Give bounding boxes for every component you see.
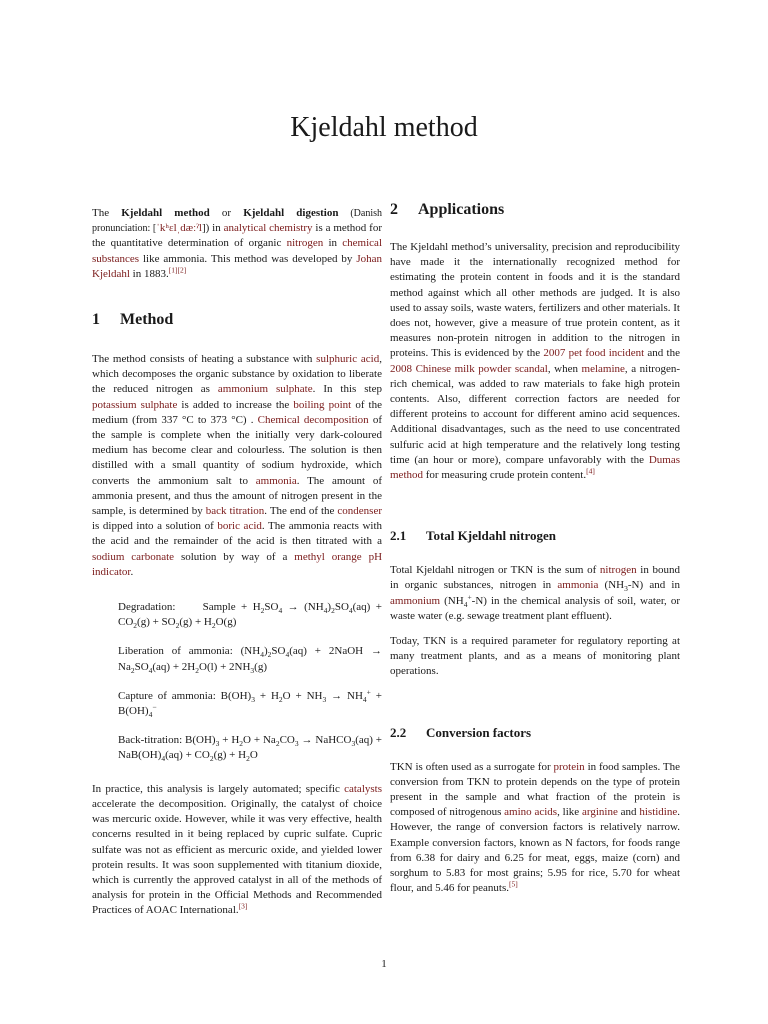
sulphuric-acid-link[interactable]: sulphuric acid <box>316 353 380 366</box>
potassium-sulphate-link[interactable]: potassium sulphate <box>92 398 178 411</box>
page-title: Kjeldahl method <box>290 112 478 143</box>
ref-3[interactable]: [3] <box>238 901 248 911</box>
section-2-1-heading: 2.1 Total Kjeldahl nitrogen <box>390 528 557 544</box>
ref-1-2[interactable]: [1][2] <box>168 265 187 275</box>
tkn-paragraph-2: Today, TKN is a required parameter for regulatory reporting at many treatment plants, and as a means of monitoring plant operations. <box>390 635 680 678</box>
method-paragraph: The method consists of heating a substance with sulphuric acid, which decomposes the organic substance by oxidation to liberate the reduced nitrogen as ammonium sulphate. In this step potassium sulphate is added to increase the boiling point of the medium (from 337 °C to 373 °C) . Chemical decomposition of the sample is complete when the initially very dark-coloured medium has become clear and colourless. The solution is then distilled with a small quantity of sodium hydroxide, which converts the ammonium salt to ammonia. The amount of ammonia present, and thus the amount of nitrogen present in the sample, is determined by back titration. The end of the condenser is dipped into a solution of boric acid. The ammonia reacts with the acid and the remainder of the acid is then titrated with a sodium carbonate solution by way of a methyl orange pH indicator. <box>92 353 383 578</box>
ipa-link[interactable]: ˈkʰɛlˌdæːˀl <box>156 222 202 235</box>
pet-food-incident-link[interactable]: 2007 pet food incident <box>543 347 645 360</box>
equation-back-titration: Back-titration: $B(OH)_3 + H_2O + Na_2CO_3$ → NaHCO$_3$(aq) + $NaB(OH)_4(aq) + CO_2(g) + H_2O$ <box>118 734 382 764</box>
nitrogen-link[interactable]: nitrogen <box>286 237 324 250</box>
page-number: 1 <box>381 958 387 970</box>
tkn-paragraph-1: Total Kjeldahl nitrogen or TKN is the sum of nitrogen in bound in organic substances, nitrogen in ammonia $(NH_3-N)$ and in ammonium $(NH_4^+-N)$ in the chemical analysis of soil, water, or waste water (e.g. sewage treatment plant effluent). <box>390 564 681 622</box>
condenser-link[interactable]: condenser <box>337 505 382 518</box>
ref-4[interactable]: [4] <box>586 466 595 476</box>
ph-indicator-link[interactable]: pH indicator <box>92 550 383 578</box>
protein-link[interactable]: protein <box>553 760 585 773</box>
intro-paragraph: The Kjeldahl method or Kjeldahl digestion (Danish pronunciation: [ˈkʰɛlˌdæːˀl]) in analytical chemistry is a method for the quantitative determination of organic nitrogen in chemical substances like ammonia. This method was developed by Johan Kjeldahl in 1883.[1][2] <box>92 207 382 280</box>
ammonium-link[interactable]: ammonium <box>390 594 441 607</box>
boric-acid-link[interactable]: boric acid <box>217 520 262 533</box>
amino-acids-link[interactable]: amino acids <box>504 806 558 819</box>
boiling-point-link[interactable]: boiling point <box>293 398 352 411</box>
equation-degradation: Degradation: Sample + $H_2SO_4 \to (NH_4)_2SO_4(aq) + CO_2(g) + SO_2(g) + H_2O(g)$ <box>118 601 382 631</box>
milk-scandal-link[interactable]: 2008 Chinese milk powder scandal <box>390 362 548 375</box>
arginine-link[interactable]: arginine <box>581 806 618 819</box>
applications-paragraph: The Kjeldahl method’s universality, precision and reproducibility have made it the internationally recognized method for estimating the protein content in foods and it is the standard method against which all other methods are judged. It is also used to assay soils, waste waters, fertilizers and other materials. It does not, however, give a measure of true protein content, as it measures non-protein nitrogen in addition to the nitrogen in proteins. This is evidenced by the 2007 pet food incident and the 2008 Chinese milk powder scandal, when melamine, a nitrogen-rich chemical, was added to raw materials to fake high protein contents. Also, different correction factors are needed for different proteins to account for different amino acid sequences. Additional disadvantages, such as the need to use concentrated sulfuric acid at high temperature and the relatively long testing time (an hour or more), compare unfavorably with the Dumas method for measuring crude protein content.[4] <box>390 241 680 482</box>
johan-kjeldahl-link[interactable]: Johan Kjeldahl <box>92 252 382 280</box>
nitrogen-link-2[interactable]: nitrogen <box>599 564 637 577</box>
catalysts-link[interactable]: catalysts <box>344 782 382 795</box>
equation-capture: Capture of ammonia: $B(OH)_3 + H_2O + NH_3 \to NH_4^+ + B(OH)_4^-$ <box>118 687 382 720</box>
analytical-chemistry-link[interactable]: analytical chemistry <box>223 222 313 235</box>
ammonia-link-2[interactable]: ammonia <box>557 579 599 592</box>
methyl-orange-link[interactable]: methyl orange <box>294 550 362 563</box>
equation-liberation: Liberation of ammonia: $(NH_4)_2SO_4(aq)$ + 2NaOH → $Na_2SO_4(aq) + 2H_2O(l) + 2NH_3(g)$ <box>118 645 382 675</box>
conversion-paragraph: TKN is often used as a surrogate for protein in food samples. The conversion from TKN to protein depends on the type of protein present in the sample and what fraction of the protein is composed of nitrogenous amino acids, like arginine and histidine. However, the range of conversion factors is relatively narrow. Example conversion factors, known as N factors, for foods range from 6.38 for dairy and 6.25 for meat, eggs, maize (corn) and sorghum to 5.83 for most grains; 5.95 for rice, 5.70 for wheat flour, and 5.46 for peanuts.[5] <box>390 760 680 895</box>
melamine-link[interactable]: melamine <box>581 362 625 375</box>
section-1-heading: 1 Method <box>92 311 174 329</box>
chemical-decomposition-link[interactable]: Chemical decomposition <box>257 413 369 426</box>
sodium-carbonate-link[interactable]: sodium carbonate <box>92 550 175 563</box>
back-titration-link[interactable]: back titration <box>205 505 265 518</box>
equations-block <box>92 600 382 764</box>
ref-5[interactable]: [5] <box>509 879 518 889</box>
dumas-method-link[interactable]: Dumas method <box>390 453 680 482</box>
section-2-2-heading: 2.2 Conversion factors <box>390 724 532 740</box>
chemical-substances-link[interactable]: chemical substances <box>92 237 382 265</box>
section-2-heading: 2 Applications <box>390 201 505 218</box>
ammonia-link[interactable]: ammonia <box>255 474 297 487</box>
right-column <box>390 198 680 897</box>
histidine-link[interactable]: histidine <box>639 806 678 819</box>
practice-paragraph: In practice, this analysis is largely automated; specific catalysts accelerate the decomposition. Originally, the catalyst of choice was mercuric oxide. However, while it was very effective, health concerns resulted in it being replaced by cupric sulfate. Cupric sulfate was not as efficient as mercuric oxide, and yielded lower protein results. It was soon supplemented with titanium dioxide, which is currently the approved catalyst in all of the methods of analysis for protein in the Official Methods and Recommended Practices of AOAC International.[3] <box>92 782 382 917</box>
ammonium-sulphate-link[interactable]: ammonium sulphate <box>217 383 313 396</box>
left-column <box>92 198 382 919</box>
